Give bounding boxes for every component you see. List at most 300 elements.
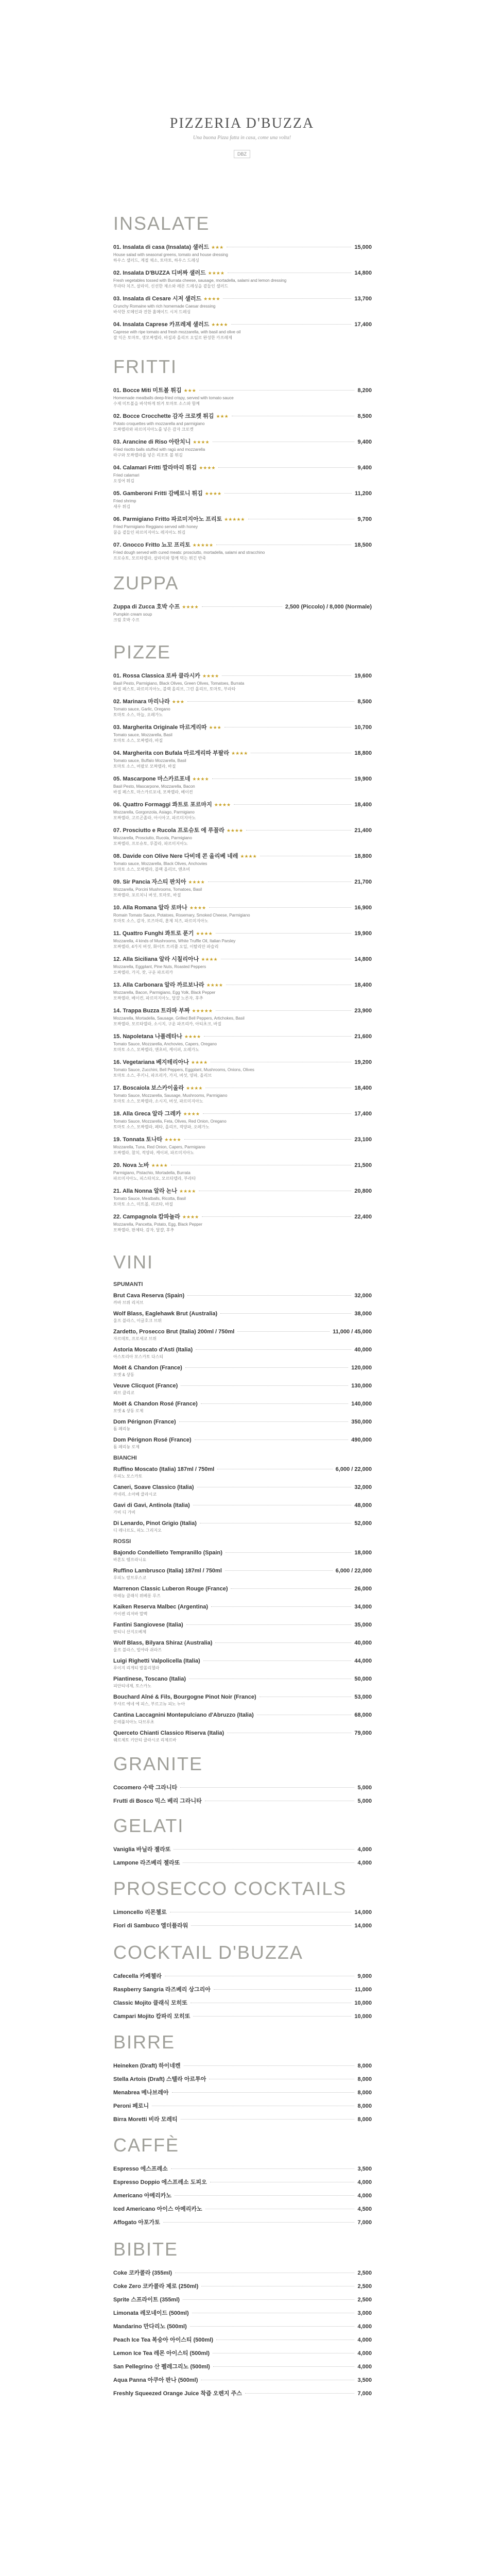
item-price: 11,200 <box>354 490 372 497</box>
dotted-leader <box>202 606 282 607</box>
menu-section-gelati <box>113 1815 372 1867</box>
item-name: Moët & Chandon (France) <box>113 1365 182 1371</box>
menu-item <box>113 1604 372 1617</box>
menu-item-row <box>113 437 372 446</box>
item-description: 몬테풀치아노 다브루초 <box>113 1720 154 1724</box>
item-price: 18,000 <box>354 1550 372 1556</box>
item-description: 바혼도 템프라니요 <box>113 1557 147 1562</box>
menu-item <box>113 540 372 561</box>
menu-item-row <box>113 877 372 886</box>
dotted-leader <box>171 2168 355 2169</box>
dotted-leader <box>201 1403 348 1404</box>
menu-item <box>113 903 372 924</box>
item-name: Freshly Squeezed Orange Juice 착즙 오렌지 주스 <box>113 2391 242 2397</box>
rating-stars-icon: ★★★★ <box>186 1086 203 1091</box>
item-price: 34,000 <box>354 1604 372 1610</box>
item-name: Mandarino 만다리노 (500ml) <box>113 2324 187 2330</box>
menu-item-row <box>113 1311 372 1317</box>
item-price: 14,800 <box>354 270 372 276</box>
item-name: 05. Gamberoni Fritti 감베로니 튀김 <box>113 490 203 497</box>
menu-item <box>113 1484 372 1497</box>
wine-group-title: SPUMANTI <box>113 1281 143 1287</box>
item-price: 10,700 <box>354 724 372 731</box>
item-price: 2,500 <box>357 2283 372 2290</box>
menu-item <box>113 1293 372 1306</box>
menu-item-row <box>113 386 372 394</box>
menu-item-row <box>113 1858 372 1867</box>
dotted-leader <box>184 2065 355 2066</box>
menu-section-prosecco-cocktails <box>113 1878 372 1929</box>
dotted-leader <box>234 804 351 805</box>
menu-item <box>113 386 372 406</box>
menu-item <box>113 1187 372 1207</box>
item-price: 53,000 <box>354 1694 372 1700</box>
menu-item <box>113 515 372 535</box>
item-price: 16,900 <box>354 905 372 911</box>
menu-item-row <box>113 1401 372 1407</box>
item-name: Limoncello 리몬첼로 <box>113 1909 167 1916</box>
rating-stars-icon: ★★★★ <box>182 1214 199 1219</box>
rating-stars-icon: ★★★★ <box>189 905 206 910</box>
menu-item-row <box>113 1466 372 1472</box>
item-name: San Pellegrino 산 펠레그리노 (500ml) <box>113 2364 210 2370</box>
menu-item <box>113 1622 372 1635</box>
rating-stars-icon: ★★★★ <box>240 854 257 859</box>
rating-stars-icon: ★★★ <box>171 699 184 704</box>
item-name: 09. Sir Pancia 자스티 판치아 <box>113 879 186 885</box>
dotted-leader <box>246 830 351 831</box>
item-name: 01. Insalata di casa (Insalata) 샐러드 <box>113 244 209 250</box>
item-description: Mozzarella, Gorgonzola, Asiago, Parmigiano 모짜렐라, 고르곤졸라, 아시아고, 파르미지아노 <box>113 810 196 820</box>
menu-item <box>113 1783 372 1791</box>
item-description: Parmigiano, Pistachio, Mortadella, Burrata 파르미지아노, 피스타치오, 모르타델라, 부라타 <box>113 1171 196 1181</box>
menu-header <box>0 0 484 158</box>
menu-section-vini <box>113 1251 372 1743</box>
menu-item-row <box>113 955 372 963</box>
menu-item-row <box>113 1484 372 1490</box>
menu-item <box>113 2389 372 2397</box>
menu-section-fritti <box>113 356 372 561</box>
menu-item <box>113 1347 372 1360</box>
menu-item <box>113 1998 372 2007</box>
dotted-leader <box>184 1139 352 1140</box>
item-name: 03. Insalata di Cesare 시저 샐러드 <box>113 296 202 302</box>
menu-item-row <box>113 463 372 471</box>
menu-item-row <box>113 1212 372 1221</box>
item-description: Mozzarella, Eggplant, Pine Nuts, Roasted Peppers 모짜렐라, 가지, 잣, 구운 파프리카 <box>113 964 206 975</box>
menu-item <box>113 243 372 263</box>
item-name: Brut Cava Reserva (Spain) <box>113 1293 185 1299</box>
item-price: 10,000 <box>354 2000 372 2006</box>
menu-item <box>113 2218 372 2226</box>
menu-item <box>113 2362 372 2370</box>
item-price: 32,000 <box>354 1293 372 1299</box>
item-name: Fantini Sangiovese (Italia) <box>113 1622 183 1628</box>
item-name: Cocomero 수박 그라니타 <box>113 1785 178 1791</box>
menu-item <box>113 1658 372 1671</box>
item-price: 48,000 <box>354 1502 372 1509</box>
menu-item <box>113 980 372 1001</box>
item-price: 8,000 <box>357 2090 372 2096</box>
menu-item <box>113 1161 372 1181</box>
item-name: Affogato 아포가토 <box>113 2219 160 2226</box>
item-price: 5,000 <box>357 1785 372 1791</box>
item-name: Birra Moretti 비라 모레티 <box>113 2116 178 2123</box>
item-name: 02. Bocce Crocchette 감자 크로켓 튀김 <box>113 413 214 419</box>
menu-item-row <box>113 1783 372 1791</box>
item-name: Americano 아메리카노 <box>113 2193 172 2199</box>
item-name: Peach Ice Tea 복숭아 아이스티 (500ml) <box>113 2337 214 2343</box>
menu-item-row <box>113 980 372 989</box>
item-price: 9,400 <box>357 439 372 445</box>
item-name: Campari Mojito 캄파리 모히또 <box>113 2013 191 2020</box>
section-title: COCKTAIL D'BUZZA <box>113 1942 303 1963</box>
menu-item <box>113 2061 372 2070</box>
menu-item <box>113 1329 372 1342</box>
menu-item-row <box>113 1187 372 1195</box>
dotted-leader <box>209 907 351 908</box>
item-price: 4,000 <box>357 2337 372 2343</box>
rating-stars-icon: ★★★ <box>211 245 224 250</box>
menu-item <box>113 1466 372 1479</box>
section-title: GELATI <box>113 1815 184 1836</box>
dotted-leader <box>196 1349 351 1350</box>
menu-item <box>113 1640 372 1653</box>
item-price: 8,200 <box>357 387 372 394</box>
rating-stars-icon: ★★★★ <box>164 1137 181 1142</box>
item-price: 18,400 <box>354 802 372 808</box>
item-name: Ruffino Moscato (Italia) 187ml / 750ml <box>113 1466 215 1472</box>
item-price: 9,700 <box>357 516 372 522</box>
menu-item <box>113 877 372 898</box>
dotted-leader <box>245 2393 355 2394</box>
dotted-leader <box>214 1989 352 1990</box>
item-price: 15,000 <box>354 244 372 250</box>
item-price: 44,000 <box>354 1658 372 1664</box>
menu-item-row <box>113 2389 372 2397</box>
item-price: 4,000 <box>357 2179 372 2185</box>
item-price: 21,400 <box>354 827 372 834</box>
dotted-leader <box>231 1588 351 1589</box>
dotted-leader <box>220 1313 351 1314</box>
menu-item-row <box>113 903 372 911</box>
item-name: Dom Pérignon (France) <box>113 1419 176 1425</box>
item-price: 52,000 <box>354 1520 372 1527</box>
item-name: 04. Insalata Caprese 카프레제 샐러드 <box>113 321 210 328</box>
item-name: Sprite 스프라이트 (355ml) <box>113 2297 180 2303</box>
menu-item <box>113 1383 372 1396</box>
item-description: Tomato Sauce, Zucchini, Bell Peppers, Eggplant, Mushrooms, Onions, Olives 토마토 소스, 주키니, 파프리카, 가지, 버섯, 양파, 올리브 <box>113 1067 254 1078</box>
menu-item <box>113 697 372 718</box>
menu-item <box>113 1858 372 1867</box>
dotted-leader <box>237 1331 330 1332</box>
item-price: 11,000 / 45,000 <box>333 1329 372 1335</box>
menu-item-row <box>113 602 372 611</box>
item-price: 14,000 <box>354 1923 372 1929</box>
item-name: Kaiken Reserva Malbec (Argentina) <box>113 1604 209 1610</box>
menu-item <box>113 671 372 692</box>
dotted-leader <box>174 1849 354 1850</box>
item-price: 2,500 <box>357 2297 372 2303</box>
rating-stars-icon: ★★★★★ <box>192 1008 213 1013</box>
dotted-leader <box>226 1552 351 1553</box>
section-title: CAFFÈ <box>113 2134 180 2156</box>
dotted-leader <box>195 1439 349 1440</box>
item-name: Ruffino Lambrusco (Italia) 187ml / 750ml <box>113 1568 222 1574</box>
item-price: 17,400 <box>354 321 372 328</box>
rating-stars-icon: ★★★★ <box>208 270 224 276</box>
menu-item <box>113 1908 372 1916</box>
dotted-leader <box>183 1862 354 1863</box>
menu-item-row <box>113 489 372 497</box>
menu-item <box>113 1006 372 1027</box>
menu-item <box>113 1730 372 1743</box>
menu-item-row <box>113 540 372 549</box>
item-price: 2,500 (Piccolo) / 8,000 (Normale) <box>285 604 372 610</box>
rating-stars-icon: ★★★★ <box>201 957 218 962</box>
dotted-leader <box>187 701 354 702</box>
menu-item-row <box>113 2268 372 2277</box>
item-description: 가비 디 가비 <box>113 1510 136 1515</box>
menu-item <box>113 1845 372 1853</box>
item-name: Stella Artois (Draft) 스텔라 아르투아 <box>113 2076 206 2082</box>
menu-item-row <box>113 412 372 420</box>
item-price: 32,000 <box>354 1484 372 1490</box>
dotted-leader <box>186 1624 352 1625</box>
item-price: 6,000 / 22,000 <box>335 1466 372 1472</box>
menu-item-row <box>113 1676 372 1682</box>
dotted-leader <box>180 1787 354 1788</box>
item-description: Mozzarella, Tuna, Red Onion, Capers, Parmigiano 모짜렐라, 참치, 적양파, 케이퍼, 파르미지아노 <box>113 1145 205 1155</box>
item-description: 부샤르 에네 에 피스, 부르고뉴 피노 누아 <box>113 1702 185 1706</box>
item-description: 울프 블라스, 빌야라 쉬라즈 <box>113 1648 162 1652</box>
menu-section-granite <box>113 1753 372 1805</box>
menu-item-row <box>113 800 372 808</box>
item-price: 38,000 <box>354 1311 372 1317</box>
menu-item <box>113 1712 372 1725</box>
dotted-leader <box>199 390 355 391</box>
item-description: 카이켄 리저바 말벡 <box>113 1612 148 1616</box>
menu-item-row <box>113 1712 372 1718</box>
item-price: 19,900 <box>354 776 372 782</box>
item-price: 130,000 <box>351 1383 372 1389</box>
menu-item-row <box>113 1694 372 1700</box>
menu-item <box>113 1676 372 1689</box>
item-name: 04. Calamari Fritti 깔라마리 튀김 <box>113 465 197 471</box>
menu-item-row <box>113 1032 372 1040</box>
item-price: 2,500 <box>357 2270 372 2276</box>
item-description: Fresh vegetables tossed with Burrata cheese, sausage, mortadella, salami and lemon dressing 부라타 치즈, 살라미, 신선한 채소와 레몬 드레싱을 곁들인 샐러드 <box>113 278 287 289</box>
item-name: Di Lenardo, Pinot Grigio (Italia) <box>113 1520 197 1527</box>
dotted-leader <box>203 1113 351 1114</box>
menu-item-row <box>113 1604 372 1610</box>
menu-item-row <box>113 2349 372 2357</box>
menu-item-row <box>113 774 372 783</box>
item-price: 13,700 <box>354 296 372 302</box>
menu-item <box>113 2295 372 2303</box>
menu-item <box>113 2115 372 2123</box>
menu-item <box>113 1972 372 1980</box>
menu-item <box>113 1311 372 1324</box>
item-name: Heineken (Draft) 하이네켄 <box>113 2063 181 2069</box>
section-title: FRITTI <box>113 356 177 377</box>
item-price: 350,000 <box>351 1419 372 1425</box>
menu-item-row <box>113 826 372 834</box>
menu-item-row <box>113 1622 372 1628</box>
wine-group-title: ROSSI <box>113 1538 131 1545</box>
menu-item <box>113 2309 372 2317</box>
item-name: Peroni 페로니 <box>113 2103 149 2109</box>
item-price: 18,400 <box>354 982 372 988</box>
menu-item-row <box>113 2191 372 2199</box>
dotted-leader <box>216 1010 352 1011</box>
item-name: Bajondo Condellieto Tempranillo (Spain) <box>113 1550 222 1556</box>
item-price: 4,000 <box>357 2350 372 2357</box>
rating-stars-icon: ★★★★ <box>196 931 213 936</box>
item-price: 14,000 <box>354 1909 372 1916</box>
item-description: 까네리, 소아베 클라시코 <box>113 1492 157 1497</box>
dotted-leader <box>225 1570 333 1571</box>
item-price: 8,000 <box>357 2116 372 2123</box>
menu-item-row <box>113 2376 372 2384</box>
item-name: 11. Quattro Funghi 콰트로 푼기 <box>113 930 194 937</box>
menu-item <box>113 1212 372 1233</box>
restaurant-subtitle: Una buona Pizza fatta in casa, come una volta! <box>193 135 291 141</box>
item-price: 8,000 <box>357 2076 372 2082</box>
menu-item <box>113 1586 372 1599</box>
menu-item <box>113 1135 372 1156</box>
item-name: Caneri, Soave Classico (Italia) <box>113 1484 194 1490</box>
item-price: 6,000 / 22,000 <box>335 1568 372 1574</box>
dotted-leader <box>216 933 352 934</box>
item-name: 10. Alla Romana 알라 로마나 <box>113 905 187 911</box>
rating-stars-icon: ★★★★ <box>151 1163 168 1168</box>
menu-item-row <box>113 1437 372 1443</box>
item-price: 5,000 <box>357 1798 372 1804</box>
rating-stars-icon: ★★★★ <box>214 802 231 807</box>
item-name: Frutti di Bosco 믹스 베리 그라니타 <box>113 1798 202 1804</box>
item-description: Fried Parmigiano Reggiano served with honey 꿀을 곁들인 파르미지아노 레지아노 튀김 <box>113 524 198 535</box>
section-title: INSALATE <box>113 213 210 234</box>
item-price: 22,400 <box>354 1214 372 1220</box>
item-description: Tomato Sauce, Mozzarella, Anchovies, Capers, Oregano 토마토 소스, 모짜렐라, 앤초비, 케이퍼, 오레가노 <box>113 1042 217 1052</box>
dotted-leader <box>231 324 352 325</box>
item-price: 18,400 <box>354 1085 372 1091</box>
menu-item <box>113 1401 372 1414</box>
restaurant-logo: DBZ <box>234 150 250 158</box>
item-name: Piantinese, Toscano (Italia) <box>113 1676 186 1682</box>
rating-stars-icon: ★★★★ <box>199 465 216 470</box>
item-description: Tomato sauce, Mozzarella, Basil 토마토 소스, 모짜렐라, 바질 <box>113 733 172 743</box>
menu-item <box>113 294 372 315</box>
menu-item-row <box>113 294 372 302</box>
item-description: Crunchy Romaine with rich homemade Caesar dressing 바삭한 로메인과 진한 홈메이드 시저 드레싱 <box>113 304 216 314</box>
menu-item-row <box>113 1640 372 1646</box>
item-name: 06. Parmigiano Fritto 파르미지아노 프리토 <box>113 516 222 522</box>
rating-stars-icon: ★★★★ <box>182 604 199 609</box>
item-name: Querceto Chianti Classico Riserva (Italia) <box>113 1730 224 1736</box>
menu-sections <box>0 213 484 2397</box>
menu-item <box>113 2282 372 2290</box>
item-description: 모엣 & 샹동 로제 <box>113 1409 144 1413</box>
menu-item-row <box>113 2164 372 2173</box>
menu-item-row <box>113 1502 372 1509</box>
section-title: PROSECCO COCKTAILS <box>113 1878 347 1899</box>
item-price: 21,500 <box>354 1162 372 1168</box>
rating-stars-icon: ★★★★ <box>211 322 228 327</box>
menu-item-row <box>113 268 372 277</box>
item-name: 22. Campagnola 캄파뇰라 <box>113 1214 180 1220</box>
item-description: Homemade meatballs deep-fried crispy, served with tomato sauce 수제 미트볼을 바삭하게 튀겨 토마토 소스와 함께 <box>113 396 234 406</box>
menu-item <box>113 852 372 872</box>
item-price: 21,600 <box>354 1033 372 1040</box>
menu-section-zuppa <box>113 572 372 623</box>
item-name: Limonata 레모네이드 (500ml) <box>113 2310 189 2316</box>
menu-item-row <box>113 1845 372 1853</box>
item-price: 4,000 <box>357 2193 372 2199</box>
item-price: 19,200 <box>354 1059 372 1065</box>
menu-item-row <box>113 1568 372 1574</box>
menu-item <box>113 1985 372 1993</box>
item-name: 19. Tonnata 토나타 <box>113 1137 163 1143</box>
item-description: 루피노 람브루스코 <box>113 1575 147 1580</box>
menu-item-row <box>113 2322 372 2330</box>
item-price: 14,800 <box>354 956 372 962</box>
menu-item <box>113 2349 372 2357</box>
menu-item-row <box>113 723 372 731</box>
item-name: 04. Margherita con Bufala 마르게리따 부팔라 <box>113 750 229 756</box>
menu-item-row <box>113 929 372 937</box>
menu-item-row <box>113 2309 372 2317</box>
menu-item-row <box>113 2061 372 2070</box>
item-name: 02. Marinara 마리나라 <box>113 699 170 705</box>
menu-item-row <box>113 2075 372 2083</box>
item-name: 12. Alla Siciliana 알라 시칠리아나 <box>113 956 199 962</box>
menu-item-row <box>113 1972 372 1980</box>
item-description: 루이지 리게티 발폴리첼라 <box>113 1666 160 1670</box>
item-price: 4,000 <box>357 1860 372 1866</box>
menu-item <box>113 1032 372 1053</box>
item-price: 18,500 <box>354 542 372 548</box>
item-description: 아스토리아 모스카토 다스티 <box>113 1354 164 1359</box>
menu-item-row <box>113 1908 372 1916</box>
menu-item <box>113 2012 372 2020</box>
section-title: PIZZE <box>113 641 171 663</box>
item-description: 디 레나르도, 피노 그리지오 <box>113 1528 162 1533</box>
menu-item <box>113 437 372 458</box>
item-name: Veuve Clicquot (France) <box>113 1383 178 1389</box>
menu-item-row <box>113 2088 372 2096</box>
menu-item <box>113 1520 372 1533</box>
rating-stars-icon: ★★★★★ <box>192 543 214 548</box>
item-price: 3,000 <box>357 2310 372 2316</box>
item-name: Bouchard Aîné & Fils, Bourgogne Pinot Noir (France) <box>113 1694 256 1700</box>
item-price: 68,000 <box>354 1712 372 1718</box>
item-price: 35,000 <box>354 1622 372 1628</box>
menu-item-row <box>113 749 372 757</box>
item-description: Mozzarella, Bacon, Parmigiano, Egg Yolk, Black Pepper 모짜렐라, 베이컨, 파르미지아노, 달걀 노른자, 후추 <box>113 990 216 1001</box>
menu-item-row <box>113 2335 372 2344</box>
menu-item-row <box>113 1058 372 1066</box>
item-name: 16. Vegetariana 베지테리아나 <box>113 1059 189 1065</box>
rating-stars-icon: ★★★★★ <box>224 517 245 522</box>
menu-item <box>113 412 372 432</box>
item-price: 17,400 <box>354 1111 372 1117</box>
menu-item-row <box>113 1365 372 1371</box>
dotted-leader <box>211 1606 351 1607</box>
menu-item-row <box>113 1419 372 1425</box>
item-name: 21. Alla Nonna 알라 논나 <box>113 1188 178 1194</box>
